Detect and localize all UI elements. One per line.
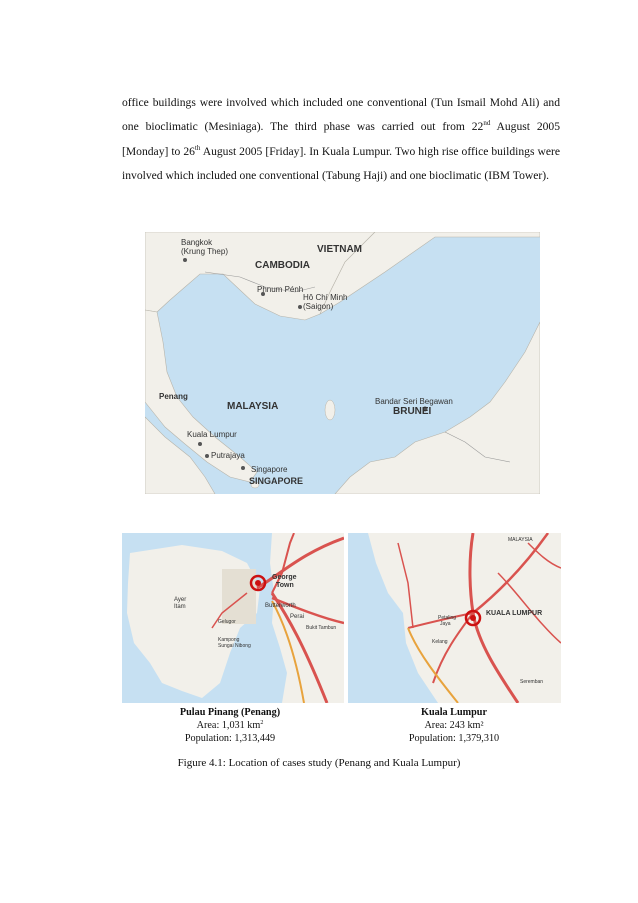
label-bukit-tambun: Bukit Tambun (306, 625, 337, 631)
kl-caption-title: Kuala Lumpur (421, 707, 487, 718)
paragraph-text-2: August 2005 [Monday] to 26 (122, 120, 561, 158)
label-bangkok: Bangkok (181, 238, 213, 247)
urban-area (222, 569, 256, 624)
superscript-th: th (194, 143, 201, 152)
label-ayer-itam-2: Itam (174, 604, 186, 610)
region-map (145, 232, 540, 494)
label-kuala-lumpur: Kuala Lumpur (187, 430, 237, 439)
penang-caption (150, 706, 310, 745)
city-dot-singapore (241, 466, 245, 470)
label-krung-thep: (Krung Thep) (181, 247, 228, 256)
label-phnom-penh: Phnum Pénh (257, 285, 304, 294)
label-george-town-2: Town (276, 582, 294, 589)
penang-map (122, 533, 344, 703)
penang-area-sup: 2 (260, 720, 264, 726)
label-kelang: Kelang (432, 639, 448, 645)
superscript-nd: nd (483, 119, 491, 128)
city-dot-saigon (298, 305, 302, 309)
region-map-svg (145, 232, 540, 494)
location-marker-dot (255, 580, 261, 586)
penang-caption-population: Population: 1,313,449 (184, 733, 276, 744)
kl-caption (374, 706, 534, 745)
label-ayer-itam-1: Ayer (174, 597, 187, 603)
label-seremban: Seremban (520, 679, 544, 685)
label-singapore: SINGAPORE (249, 476, 304, 486)
kl-map (348, 533, 561, 703)
island (325, 400, 335, 420)
label-ho-chi-minh: Hô Chí Minh (303, 293, 348, 302)
label-butterworth: Butterworth (265, 603, 296, 609)
label-saigon: (Saigon) (303, 302, 334, 311)
figure-caption: Figure 4.1: Location of cases study (Penang and Kuala Lumpur) (177, 757, 461, 769)
label-kampong-1: Kampong (218, 637, 240, 643)
city-dot-putrajaya (205, 454, 209, 458)
label-george-town-1: George (272, 574, 297, 581)
label-malaysia: MALAYSIA (508, 537, 533, 543)
body-paragraph (122, 91, 560, 189)
label-gelugor: Gelugor (218, 619, 236, 625)
label-singapore-city: Singapore (251, 465, 288, 474)
kl-map-svg (348, 533, 561, 703)
penang-area-text: Area: 1,031 km (196, 720, 261, 731)
city-dot-kuala-lumpur (198, 442, 202, 446)
label-petaling-2: Jaya (440, 621, 451, 627)
label-petaling-1: Petaling (438, 615, 457, 621)
kl-caption-area: Area: 243 km² (424, 720, 484, 731)
penang-map-svg (122, 533, 344, 703)
city-dot-bangkok (183, 258, 187, 262)
label-vietnam: VIETNAM (317, 244, 362, 255)
label-perai: Perai (290, 614, 305, 620)
penang-caption-area (150, 719, 310, 732)
paragraph-text-1: office buildings were involved which included one conventional (Tun Ismail Mohd Ali) and one bioclimatic (Mesiniaga). The third phase was carried out from 22 (122, 96, 560, 134)
label-kampong-2: Sungai Nibong (218, 643, 251, 649)
location-marker-dot (470, 615, 476, 621)
penang-caption-title: Pulau Pinang (Penang) (179, 707, 281, 718)
label-kuala-lumpur: KUALA LUMPUR (486, 610, 543, 617)
label-penang: Penang (159, 392, 188, 401)
label-brunei: BRUNEI (393, 406, 432, 417)
kl-caption-population: Population: 1,379,310 (408, 733, 500, 744)
label-cambodia: CAMBODIA (255, 260, 310, 271)
label-putrajaya: Putrajaya (211, 451, 245, 460)
paragraph-text-3: August 2005 [Friday]. In Kuala Lumpur. Two high rise office buildings were involved which included one conventional (Tabung Haji) and one bioclimatic (IBM Tower). (122, 144, 560, 183)
label-malaysia: MALAYSIA (227, 401, 279, 412)
label-bandar: Bandar Seri Begawan (375, 397, 453, 406)
